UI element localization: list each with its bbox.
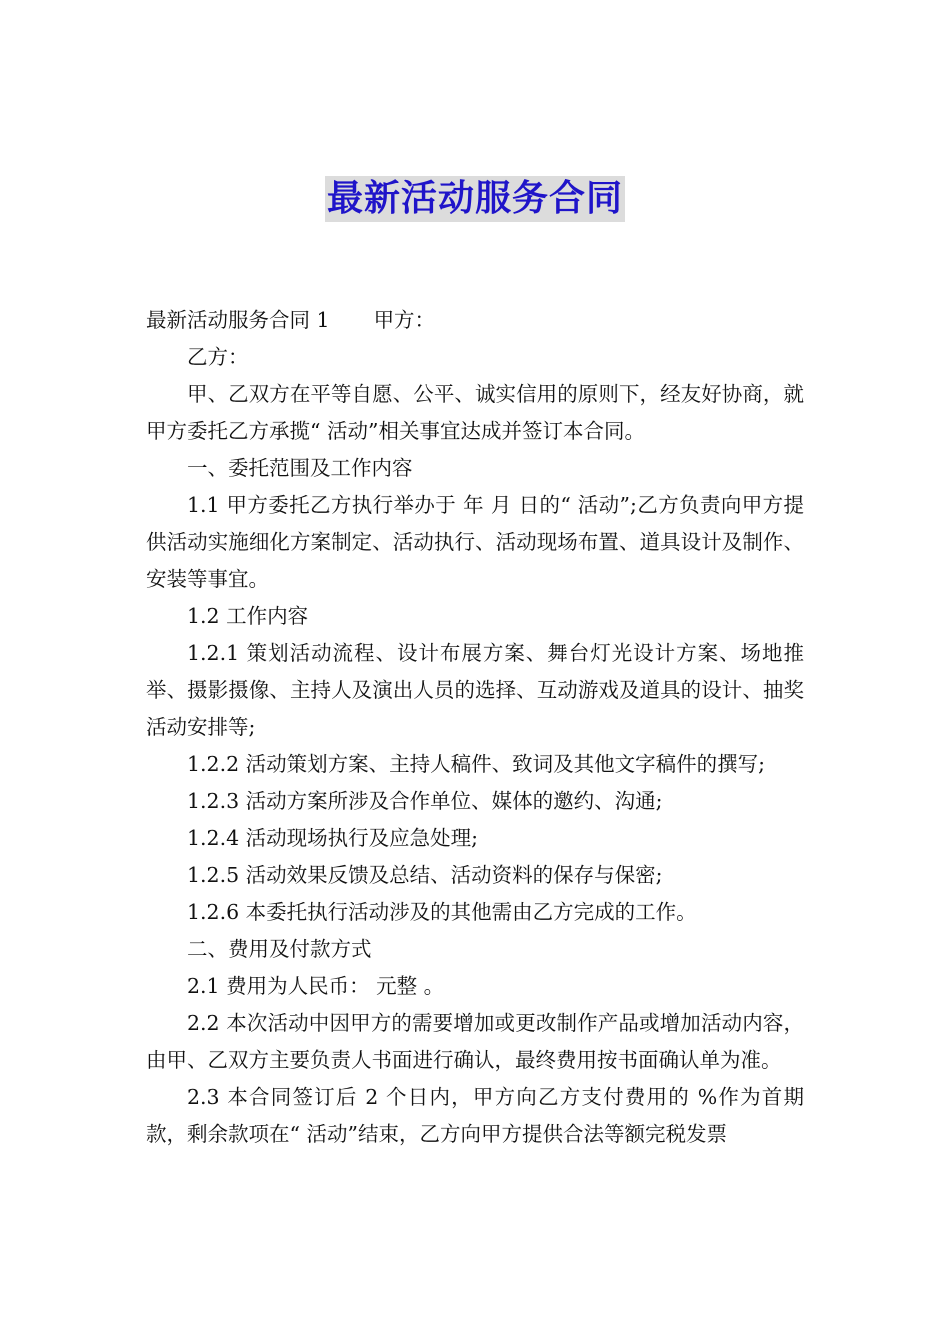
section-heading-2: 二、费用及付款方式 <box>187 937 372 961</box>
clause-2-3: 2.3 本合同签订后 2 个日内，甲方向乙方支付费用的 %作为首期款，剩余款项在“ 活动”结束，乙方向甲方提供合法等额完税发票 <box>146 1085 804 1146</box>
title-container <box>0 176 950 222</box>
clause-1-2-1: 1.2.1 策划活动流程、设计布展方案、舞台灯光设计方案、场地推举、摄影摄像、主持人及演出人员的选择、互动游戏及道具的设计、抽奖活动安排等; <box>146 641 804 739</box>
party-a-label: 甲方： <box>373 308 436 332</box>
party-b-label: 乙方： <box>187 345 249 369</box>
clause-1-2: 1.2 工作内容 <box>187 604 309 628</box>
preamble-paragraph: 甲、乙双方在平等自愿、公平、诚实信用的原则下，经友好协商，就甲方委托乙方承揽“ 活动”相关事宜达成并签订本合同。 <box>146 382 804 443</box>
clause-2-2: 2.2 本次活动中因甲方的需要增加或更改制作产品或增加活动内容，由甲、乙双方主要负责人书面进行确认，最终费用按书面确认单为准。 <box>146 1011 804 1072</box>
clause-1-2-5: 1.2.5 活动效果反馈及总结、活动资料的保存与保密; <box>187 863 663 887</box>
document-title: 最新活动服务合同 <box>325 176 625 222</box>
first-line <box>146 302 804 339</box>
clause-2-1: 2.1 费用为人民币： 元整 。 <box>187 974 445 998</box>
clause-1-2-6: 1.2.6 本委托执行活动涉及的其他需由乙方完成的工作。 <box>187 900 697 924</box>
document-body <box>146 302 804 1153</box>
clause-1-2-3: 1.2.3 活动方案所涉及合作单位、媒体的邀约、沟通; <box>187 789 663 813</box>
clause-1-1: 1.1 甲方委托乙方执行举办于 年 月 日的“ 活动”;乙方负责向甲方提供活动实施细化方案制定、活动执行、活动现场布置、道具设计及制作、安装等事宜。 <box>146 493 804 591</box>
clause-1-2-4: 1.2.4 活动现场执行及应急处理; <box>187 826 479 850</box>
clause-1-2-2: 1.2.2 活动策划方案、主持人稿件、致词及其他文字稿件的撰写; <box>187 752 766 776</box>
section-heading-1: 一、委托范围及工作内容 <box>187 456 413 480</box>
contract-heading: 最新活动服务合同 1 <box>146 308 330 332</box>
